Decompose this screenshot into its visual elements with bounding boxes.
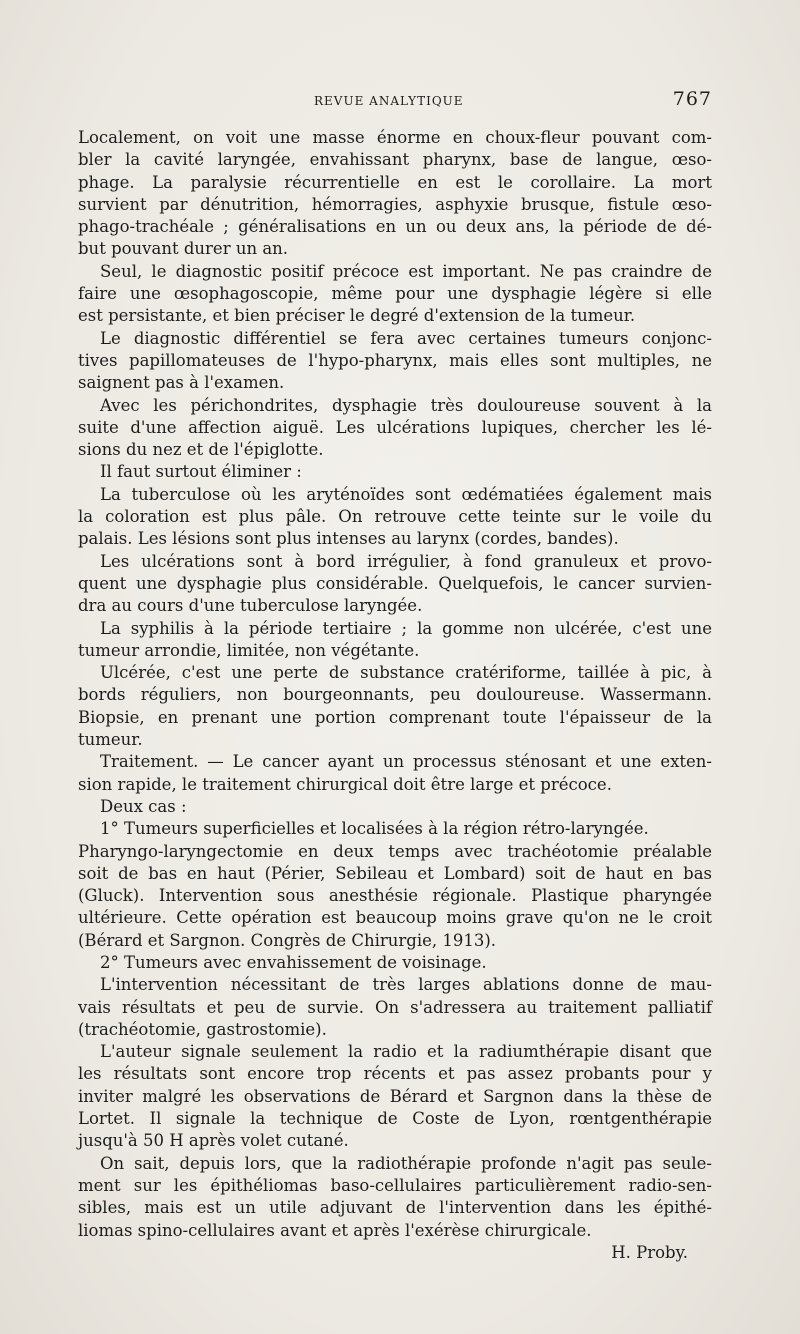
- text-line: ment sur les épithéliomas baso-cellulaires particulièrement radio-sen-: [78, 1175, 712, 1195]
- text-line: sions du nez et de l'épiglotte.: [78, 440, 324, 460]
- text-line: Il faut surtout éliminer :: [100, 462, 302, 482]
- text-line: sibles, mais est un utile adjuvant de l'intervention dans les épithé-: [78, 1198, 712, 1218]
- text-line: 2° Tumeurs avec envahissement de voisinage.: [100, 952, 487, 972]
- text-line: quent une dysphagie plus considérable. Quelquefois, le cancer survien-: [78, 573, 712, 593]
- text-line: but pouvant durer un an.: [78, 239, 289, 259]
- text-line: phago-trachéale ; généralisations en un ou deux ans, la période de dé-: [78, 217, 712, 237]
- text-line: bords réguliers, non bourgeonnants, peu douloureuse. Wassermann.: [78, 685, 712, 705]
- text-line: tumeur.: [78, 730, 143, 750]
- text-line: les résultats sont encore trop récents et pas assez probants pour y: [78, 1064, 712, 1084]
- text-line: tumeur arrondie, limitée, non végétante.: [78, 640, 420, 660]
- text-line: (Gluck). Intervention sous anesthésie régionale. Plastique pharyngée: [78, 886, 712, 906]
- page-header: [78, 88, 712, 114]
- text-line: phage. La paralysie récurrentielle en est le corollaire. La mort: [78, 172, 712, 192]
- text-line: Biopsie, en prenant une portion comprenant toute l'épaisseur de la: [78, 707, 712, 727]
- text-line: tives papillomateuses de l'hypo-pharynx, mais elles sont multiples, ne: [78, 350, 712, 370]
- text-line: La tuberculose où les aryténoïdes sont œdématiées également mais: [100, 484, 712, 504]
- text-line: saignent pas à l'examen.: [78, 373, 285, 393]
- text-line: Deux cas :: [100, 796, 187, 816]
- text-line: ultérieure. Cette opération est beaucoup moins grave qu'on ne le croit: [78, 908, 712, 928]
- text-line: Traitement. — Le cancer ayant un processus sténosant et une exten-: [100, 752, 712, 772]
- article-body: [78, 127, 712, 1264]
- text-line: jusqu'à 50 H après volet cutané.: [78, 1131, 349, 1151]
- text-line: Pharyngo-laryngectomie en deux temps avec trachéotomie préalable: [78, 841, 712, 861]
- text-line: (Bérard et Sargnon. Congrès de Chirurgie, 1913).: [78, 930, 497, 950]
- text-line: Les ulcérations sont à bord irrégulier, à fond granuleux et provo-: [100, 551, 712, 571]
- author-signature: H. Proby.: [611, 1242, 688, 1262]
- text-line: 1° Tumeurs superficielles et localisées à la région rétro-laryngée.: [100, 819, 649, 839]
- text-line: Avec les périchondrites, dysphagie très douloureuse souvent à la: [100, 395, 712, 415]
- text-line: bler la cavité laryngée, envahissant pharynx, base de langue, œso-: [78, 150, 712, 170]
- text-line: faire une œsophagoscopie, même pour une dysphagie légère si elle: [78, 284, 712, 304]
- text-line: Seul, le diagnostic positif précoce est important. Ne pas craindre de: [100, 261, 712, 281]
- text-line: survient par dénutrition, hémorragies, asphyxie brusque, fistule œso-: [78, 194, 712, 214]
- running-title: REVUE ANALYTIQUE: [314, 94, 464, 108]
- text-line: La syphilis à la période tertiaire ; la gomme non ulcérée, c'est une: [100, 618, 712, 638]
- page-number: 767: [672, 88, 712, 110]
- text-line: dra au cours d'une tuberculose laryngée.: [78, 596, 423, 616]
- text-line: On sait, depuis lors, que la radiothérapie profonde n'agit pas seule-: [100, 1153, 712, 1173]
- text-line: L'auteur signale seulement la radio et la radiumthérapie disant que: [100, 1042, 712, 1062]
- text-line: la coloration est plus pâle. On retrouve cette teinte sur le voile du: [78, 507, 712, 527]
- text-line: est persistante, et bien préciser le degré d'extension de la tumeur.: [78, 306, 636, 326]
- text-line: Localement, on voit une masse énorme en choux-fleur pouvant com-: [78, 128, 712, 147]
- text-line: sion rapide, le traitement chirurgical doit être large et précoce.: [78, 774, 612, 794]
- text-line: Lortet. Il signale la technique de Coste de Lyon, rœntgenthérapie: [78, 1109, 712, 1129]
- text-line: Ulcérée, c'est une perte de substance cratériforme, taillée à pic, à: [100, 663, 712, 683]
- text-line: Le diagnostic différentiel se fera avec certaines tumeurs conjonc-: [100, 328, 712, 348]
- text-line: L'intervention nécessitant de très larges ablations donne de mau-: [100, 975, 712, 995]
- text-line: palais. Les lésions sont plus intenses au larynx (cordes, bandes).: [78, 529, 619, 549]
- text-line: soit de bas en haut (Périer, Sebileau et Lombard) soit de haut en bas: [78, 863, 712, 883]
- text-line: suite d'une affection aiguë. Les ulcérations lupiques, chercher les lé-: [78, 417, 712, 437]
- text-line: inviter malgré les observations de Bérard et Sargnon dans la thèse de: [78, 1086, 712, 1106]
- text-line: liomas spino-cellulaires avant et après l'exérèse chirurgicale.: [78, 1220, 592, 1240]
- text-line: vais résultats et peu de survie. On s'adressera au traitement palliatif: [78, 997, 712, 1017]
- text-line: (trachéotomie, gastrostomie).: [78, 1019, 327, 1039]
